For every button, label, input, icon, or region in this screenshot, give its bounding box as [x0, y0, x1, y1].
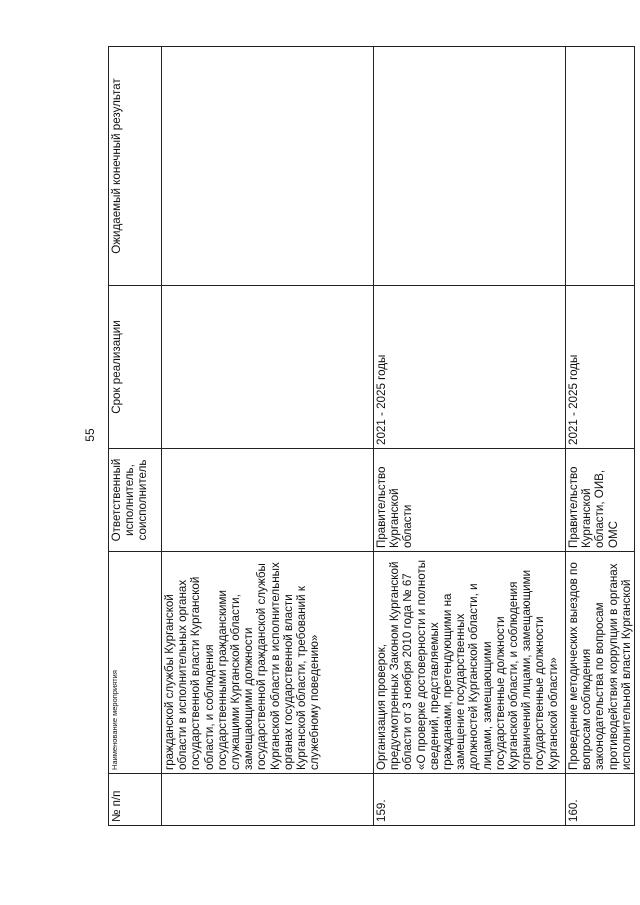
row-term	[162, 286, 374, 449]
row-num	[162, 774, 374, 826]
table-row	[566, 47, 635, 826]
row-term: 2021 - 2025 годы	[566, 286, 635, 449]
row-responsible: Правительство Курганской области	[374, 449, 566, 552]
header-num: № п/п	[109, 774, 162, 826]
row-name: Организация проверок, предусмотренных Законом Курганской области от 3 ноября 2010 года № 67 «О проверке достоверности и полноты сведений, представляемых гражданами, претендующими на замещение государственных должностей Курганской области, и лицами, замещающими государственные должности Курганской области, и соблюдения ограничений лицами, замещающими государственные должности Курганской области»	[374, 552, 566, 774]
header-result: Ожидаемый конечный результат	[109, 47, 162, 286]
row-name: гражданской службы Курганской области в исполнительных органах государственной власти Курганской области, и соблюдения государственными гражданскими служащими Курганской области, замещающими должности государственной гражданской службы Курганской области в исполнительных органах государственной власти Курганской области, требований к служебному поведению»	[162, 552, 374, 774]
rotated-table-wrapper	[108, 47, 633, 826]
table-row	[374, 47, 566, 826]
row-result	[566, 47, 635, 286]
row-num: 160.	[566, 774, 635, 826]
row-term: 2021 - 2025 годы	[374, 286, 566, 449]
page-number: 55	[83, 428, 97, 442]
row-name: Проведение методических выездов по вопросам соблюдения законодательства по вопросам противодействия коррупции в органах исполнительной власти Курганской	[566, 552, 635, 774]
header-term: Срок реализации	[109, 286, 162, 449]
row-result	[374, 47, 566, 286]
row-responsible	[162, 449, 374, 552]
row-num: 159.	[374, 774, 566, 826]
table-row	[162, 47, 374, 826]
row-result	[162, 47, 374, 286]
header-row	[109, 47, 162, 826]
header-name: Наименование мероприятия	[109, 552, 162, 774]
header-responsible: Ответственный исполнитель, соисполнитель	[109, 449, 162, 552]
row-responsible: Правительство Курганской области, ОИВ, ОМС	[566, 449, 635, 552]
measures-table	[108, 46, 635, 826]
